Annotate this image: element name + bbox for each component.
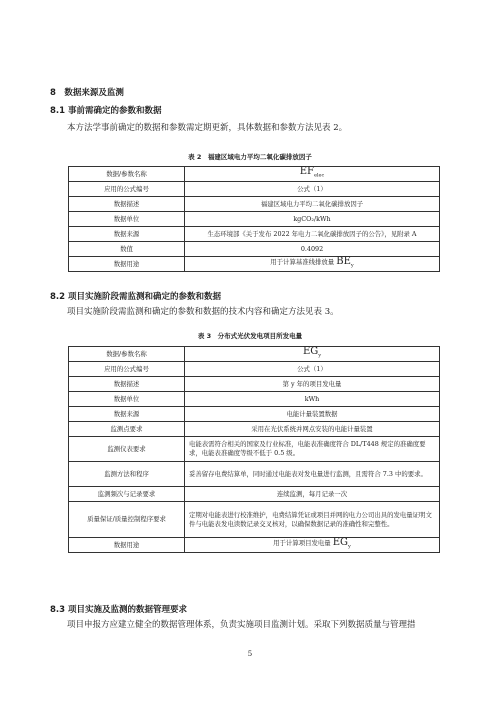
table-cell-value: 电能计量装置数据 bbox=[185, 407, 440, 422]
table-cell-label: 数据来源 bbox=[69, 407, 185, 422]
table-cell-value: kgCO₂/kWh bbox=[185, 212, 440, 227]
param-symbol: EG bbox=[332, 537, 348, 549]
table-cell-label: 数据单位 bbox=[69, 392, 185, 407]
table-cell-value: 采用在光伏系统并网点安装的电能计量装置 bbox=[185, 422, 440, 437]
table-cell-value: 电能表需符合相关的国家及行业标准，电能表准确度符合 DL/T448 规定的准确度要求，电能表准确度等级不低于 0.5 级。 bbox=[185, 437, 440, 462]
table-cell-value: 妥善留存电费结算单，同时通过电能表对发电量进行监测，且需符合 7.3 中的要求。 bbox=[185, 462, 440, 487]
table-cell-value: 生态环境部《关于发布 2022 年电力二氧化碳排放因子的公告》，见附录 A bbox=[185, 227, 440, 242]
section-8-3-paragraph: 项目申报方应建立健全的数据管理体系，负责实施项目监测计划。采取下列数据质量与管理措 bbox=[67, 620, 416, 630]
table-3-caption: 表 3 分布式光伏发电项目所发电量 bbox=[197, 332, 303, 340]
table-cell-label: 数值 bbox=[69, 242, 185, 257]
table-row bbox=[69, 538, 440, 553]
table-row bbox=[69, 422, 440, 437]
section-8-3-heading: 8.3 项目实施及监测的数据管理要求 bbox=[50, 605, 188, 615]
section-8-heading: 8 数据来源及监测 bbox=[50, 88, 124, 98]
table-cell-value: 公式（1） bbox=[185, 362, 440, 377]
table-3 bbox=[68, 346, 440, 553]
param-subscript: y bbox=[318, 352, 322, 359]
section-8-2-heading: 8.2 项目实施阶段需监测和确定的参数和数据 bbox=[50, 292, 222, 302]
table-cell-label: 数据用途 bbox=[69, 257, 185, 272]
table-cell-value bbox=[185, 257, 440, 272]
table-cell-label: 数据描述 bbox=[69, 377, 185, 392]
table-cell-value: 定期对电能表进行校准维护，电费结算凭证或项目并网的电力公司出具的发电量证明文件与电能表发电读数记录交叉核对，以确保数据记录的准确性和完整性。 bbox=[185, 502, 440, 538]
table-row bbox=[69, 377, 440, 392]
page-number: 5 bbox=[247, 650, 253, 658]
table-cell-label: 质量保证/质量控制程序要求 bbox=[69, 502, 185, 538]
table-row bbox=[69, 392, 440, 407]
table-cell-value bbox=[185, 538, 440, 553]
table-2-caption: 表 2 福建区域电力平均二氧化碳排放因子 bbox=[188, 153, 312, 161]
usage-text: 用于计算项目发电量 bbox=[273, 539, 333, 548]
table-cell-value: 第 y 年的项目发电量 bbox=[185, 377, 440, 392]
table-cell-label: 应用的公式编号 bbox=[69, 182, 185, 197]
table-row bbox=[69, 487, 440, 502]
table-row bbox=[69, 167, 440, 182]
table-cell-label: 监测仪表要求 bbox=[69, 437, 185, 462]
table-cell-label: 数据用途 bbox=[69, 538, 185, 553]
section-8-1-heading: 8.1 事前需确定的参数和数据 bbox=[50, 106, 162, 116]
table-cell-value: 连续监测，每月记录一次 bbox=[185, 487, 440, 502]
table-row bbox=[69, 437, 440, 462]
table-row bbox=[69, 462, 440, 487]
section-8-2-paragraph: 项目实施阶段需监测和确定的参数和数据的技术内容和确定方法见表 3。 bbox=[67, 307, 339, 317]
section-8-1-paragraph: 本方法学事前确定的数据和参数需定期更新，具体数据和参数方法见表 2。 bbox=[67, 123, 348, 133]
table-cell-label: 数据描述 bbox=[69, 197, 185, 212]
table-row bbox=[69, 182, 440, 197]
table-cell-label: 应用的公式编号 bbox=[69, 362, 185, 377]
usage-text: 用于计算基准线排放量 bbox=[270, 258, 337, 267]
table-cell-label: 数据来源 bbox=[69, 227, 185, 242]
table-row bbox=[69, 362, 440, 377]
table-row bbox=[69, 227, 440, 242]
table-row bbox=[69, 197, 440, 212]
table-row bbox=[69, 242, 440, 257]
table-cell-label: 监测频次与记录要求 bbox=[69, 487, 185, 502]
param-symbol: EG bbox=[302, 346, 319, 358]
table-row bbox=[69, 212, 440, 227]
table-cell-value bbox=[185, 347, 440, 362]
table-row bbox=[69, 347, 440, 362]
param-symbol: BE bbox=[336, 256, 351, 268]
param-subscript: elec bbox=[313, 172, 325, 179]
table-cell-value: kWh bbox=[185, 392, 440, 407]
param-subscript: y bbox=[350, 262, 354, 269]
table-cell-value: 公式（1） bbox=[185, 182, 440, 197]
param-subscript: y bbox=[348, 543, 351, 550]
table-cell-value bbox=[185, 167, 440, 182]
table-row bbox=[69, 407, 440, 422]
table-row bbox=[69, 257, 440, 272]
table-cell-value: 0.4092 bbox=[185, 242, 440, 257]
table-2 bbox=[68, 166, 440, 272]
table-cell-label: 监测点要求 bbox=[69, 422, 185, 437]
table-row bbox=[69, 502, 440, 538]
table-cell-label: 数据单位 bbox=[69, 212, 185, 227]
table-cell-label: 数据/参数名称 bbox=[69, 167, 185, 182]
table-cell-label: 监测方法和程序 bbox=[69, 462, 185, 487]
param-symbol: EF bbox=[299, 166, 314, 178]
table-cell-label: 数据/参数名称 bbox=[69, 347, 185, 362]
table-cell-value: 福建区域电力平均二氧化碳排放因子 bbox=[185, 197, 440, 212]
